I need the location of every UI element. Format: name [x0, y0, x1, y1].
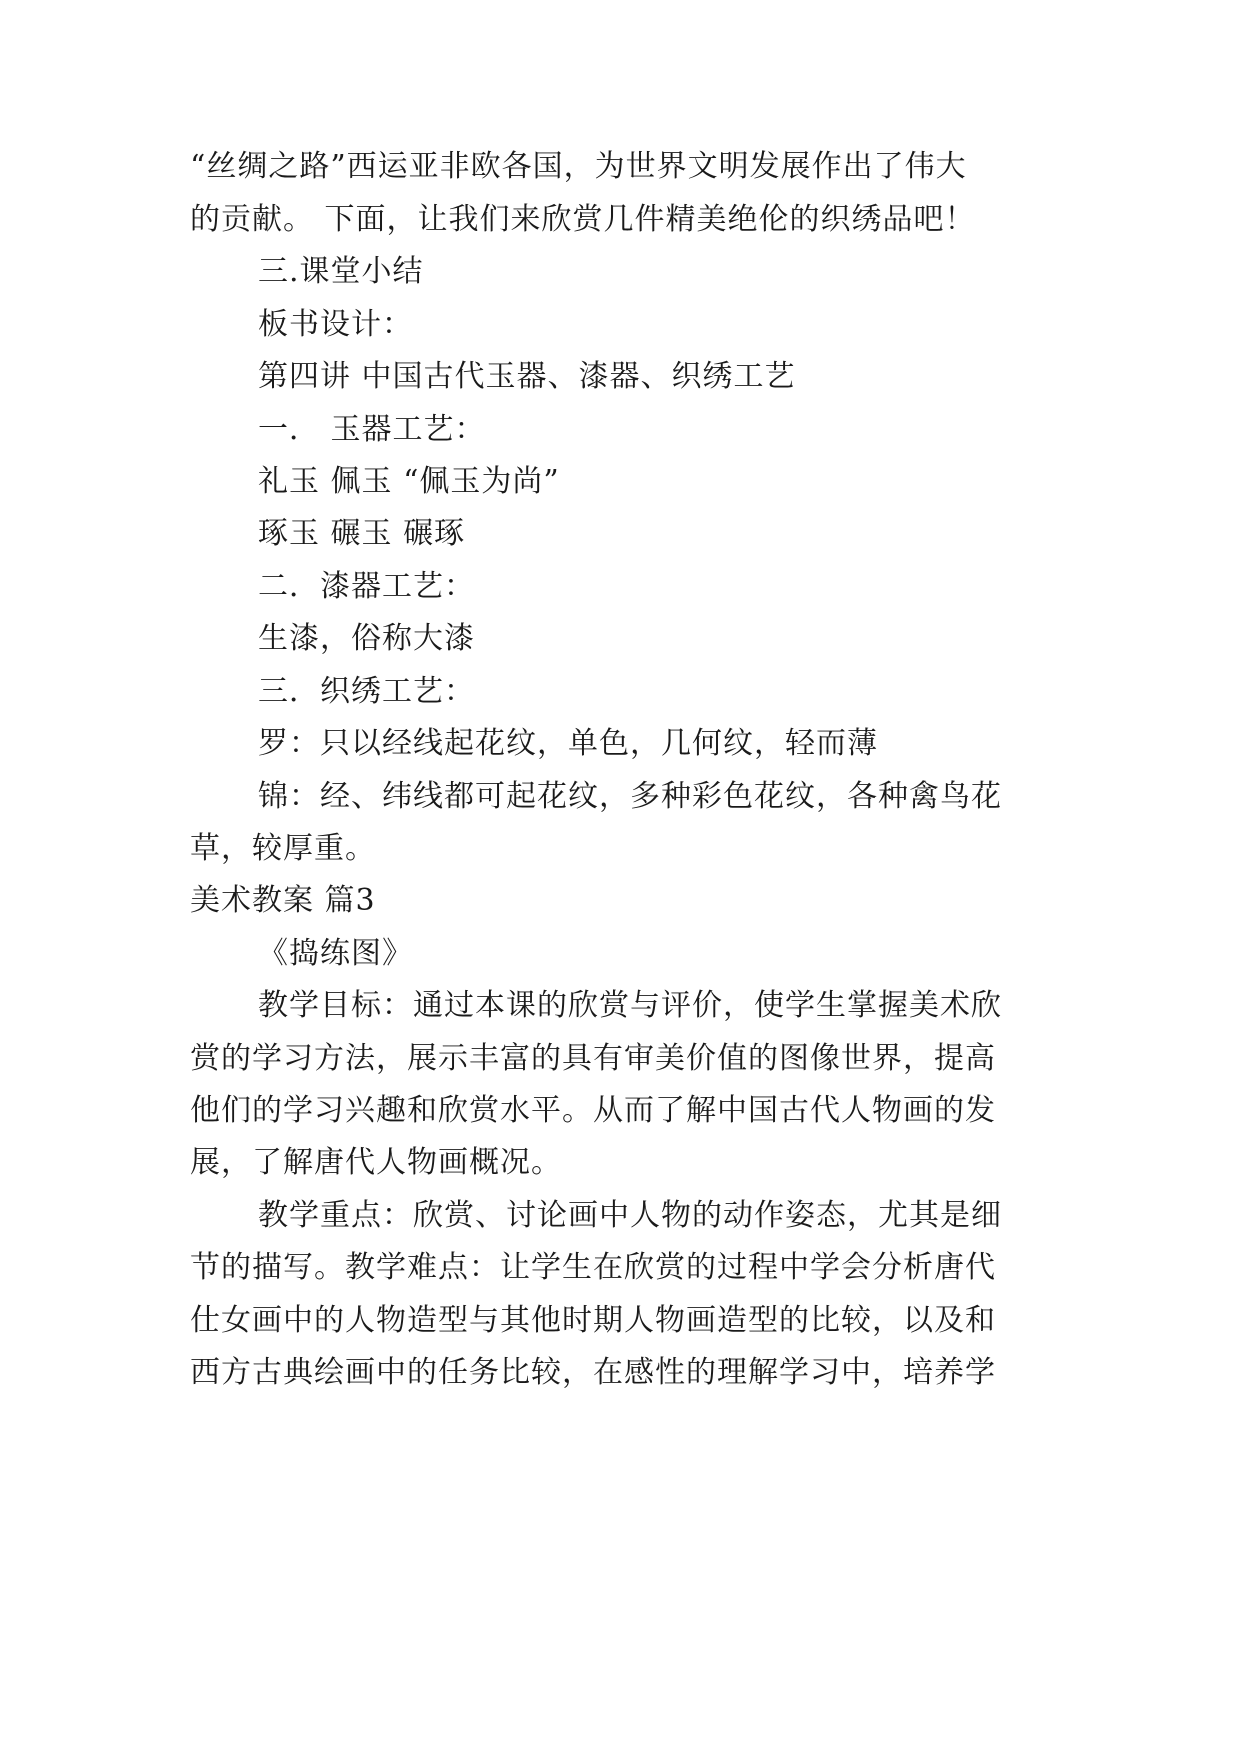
- list-item: 生漆，俗称大漆: [258, 621, 475, 656]
- paragraph-line: 草，较厚重。: [190, 831, 376, 866]
- list-item: 一． 玉器工艺：: [258, 412, 486, 447]
- paragraph-line: 他们的学习兴趣和欣赏水平。从而了解中国古代人物画的发: [190, 1093, 996, 1128]
- paragraph-line: 赏的学习方法，展示丰富的具有审美价值的图像世界，提高: [190, 1041, 996, 1076]
- paragraph-line: 节的描写。教学难点：让学生在欣赏的过程中学会分析唐代: [190, 1250, 996, 1285]
- section-title: 美术教案 篇3: [190, 883, 376, 918]
- paragraph-line: 仕女画中的人物造型与其他时期人物画造型的比较，以及和: [190, 1303, 996, 1338]
- section-heading: 三.课堂小结: [258, 254, 424, 289]
- paragraph-line: 教学重点：欣赏、讨论画中人物的动作姿态，尤其是细: [258, 1198, 1002, 1233]
- list-item: 礼玉 佩玉 “佩玉为尚”: [258, 464, 560, 499]
- paragraph-line: “丝绸之路”西运亚非欧各国，为世界文明发展作出了伟大: [190, 149, 967, 184]
- list-item: 锦：经、纬线都可起花纹，多种彩色花纹，各种禽鸟花: [258, 779, 1002, 814]
- paragraph-line: 展，了解唐代人物画概况。: [190, 1145, 562, 1180]
- paragraph-line: 的贡献。 下面，让我们来欣赏几件精美绝伦的织绣品吧！: [190, 202, 976, 237]
- paragraph-line: 第四讲 中国古代玉器、漆器、织绣工艺: [258, 359, 796, 394]
- list-item: 罗：只以经线起花纹，单色，几何纹，轻而薄: [258, 726, 878, 761]
- paragraph-line: 西方古典绘画中的任务比较，在感性的理解学习中，培养学: [190, 1355, 996, 1390]
- lesson-title: 《捣练图》: [258, 936, 413, 971]
- list-item: 琢玉 碾玉 碾琢: [258, 516, 466, 551]
- paragraph-line: 教学目标：通过本课的欣赏与评价，使学生掌握美术欣: [258, 988, 1002, 1023]
- list-item: 二．漆器工艺：: [258, 569, 475, 604]
- list-item: 三．织绣工艺：: [258, 674, 475, 709]
- paragraph-line: 板书设计：: [258, 307, 413, 342]
